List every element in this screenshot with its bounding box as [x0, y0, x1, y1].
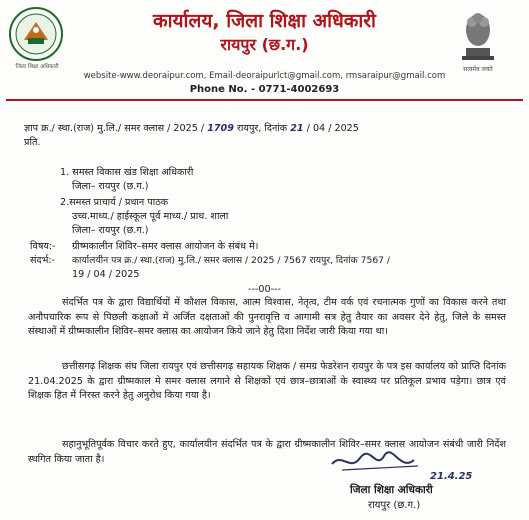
reference-line2: 19 / 04 / 2025 [72, 269, 140, 280]
office-city: रायपुर (छ.ग.) [220, 35, 309, 54]
memo-ref-number: 1709 [207, 123, 234, 134]
memo-reference [24, 122, 359, 135]
seal-caption: जिला शिक्षा अधिकारी [15, 64, 59, 70]
signatory-title: जिला शिक्षा अधिकारी [350, 484, 433, 496]
memo-ref-day: 21 [290, 123, 304, 134]
reference-label: संदर्भ:- [30, 255, 56, 266]
section-divider: ---00--- [248, 284, 281, 295]
recipient-1-line1: 1. समस्त विकास खंड शिक्षा अधिकारी [60, 167, 194, 178]
memo-ref-prefix: ज्ञाप क्र./ स्था.(राज) मु.लि./ समर क्लास / 2025 / [24, 123, 205, 134]
body-paragraph-1: संदर्भित पत्र के द्वारा विद्यार्थियों में कौशल विकास, आत्म विश्वास, नेतृत्व, टीम वर्क एवं रचनात्मक गुणों का विकास करने तथा अनौपचारिक रूप से पिछली कक्षाओं में अर्जित दक्षताओं की पुनरावृत्ति व आगामी सत्र हेतु तैयार का अवसर देने हेतु, जिले के समस्त संस्थाओं में ग्रीष्मकालीन शिविर–समर क्लास का आयोजन किये जाने हेतु दिशा निर्देश जारी किया गया था। [28, 297, 506, 337]
recipient-2-line2: उच्च.माध्य./ हाईस्कूल पूर्व माध्य./ प्राथ. शाला [72, 211, 229, 222]
recipient-2-line1: 2.समस्त प्राचार्य / प्रधान पाठक [60, 197, 169, 208]
body-paragraph-2: छत्तीसगढ़ शिक्षक संघ जिला रायपुर एवं छत्तीसगढ़ सहायक शिक्षक / समग्र फेडरेशन रायपुर के पत्र इस कार्यालय को प्राप्ति दिनांक 21.04.2025 के द्वारा ग्रीष्मकाल मे समर क्लास लगाने से शिक्षकों एवं छात्र–छात्राओं के स्वास्थ्य पर प्रतिकूल प्रभाव पड़ेगा। छात्र एवं शिक्षक हित में निरस्त करने हेतु अनुरोध किया गया है। [28, 361, 506, 401]
prati-label: प्रति. [24, 137, 41, 148]
body-paragraph-3: सहानुभूतिपूर्वक विचार करते हुए, कार्यालयीन संदर्भित पत्र के द्वारा ग्रीष्मकालीन शिविर–समर क्लास आयोजन संबंधी जारी निर्देश स्थगित किया जाता है। [28, 439, 506, 465]
phone-line: Phone No. - 0771-4002693 [189, 84, 340, 95]
subject-text: ग्रीष्मकालीन शिविर–समर क्लास आयोजन के संबंध मे। [72, 241, 259, 252]
memo-ref-place: रायपुर, दिनांक [236, 123, 288, 134]
subject-label: विषय:- [30, 241, 56, 252]
office-title: कार्यालय, जिला शिक्षा अधिकारी [153, 10, 376, 32]
reference-line1: कार्यालयीन पत्र क्र./ स्था.(राज) मु.लि./ समर क्लास / 2025 / 7567 रायपुर, दिनांक 7567 / [72, 255, 391, 266]
emblem-caption: सत्यमेव जयते [463, 66, 493, 73]
header-divider [6, 99, 523, 101]
recipient-1-line2: जिला– रायपुर (छ.ग.) [72, 181, 149, 192]
contact-line: website-www.deoraipur.com, Email-deoraipurlct@gmail.com, rmsaraipur@gmail.com [83, 71, 446, 81]
signatory-place: रायपुर (छ.ग.) [368, 500, 421, 511]
recipient-2-line3: जिला– रायपुर (छ.ग.) [72, 225, 149, 236]
signature-date: 21.4.25 [430, 471, 473, 482]
memo-ref-date: / 04 / 2025 [306, 123, 359, 134]
